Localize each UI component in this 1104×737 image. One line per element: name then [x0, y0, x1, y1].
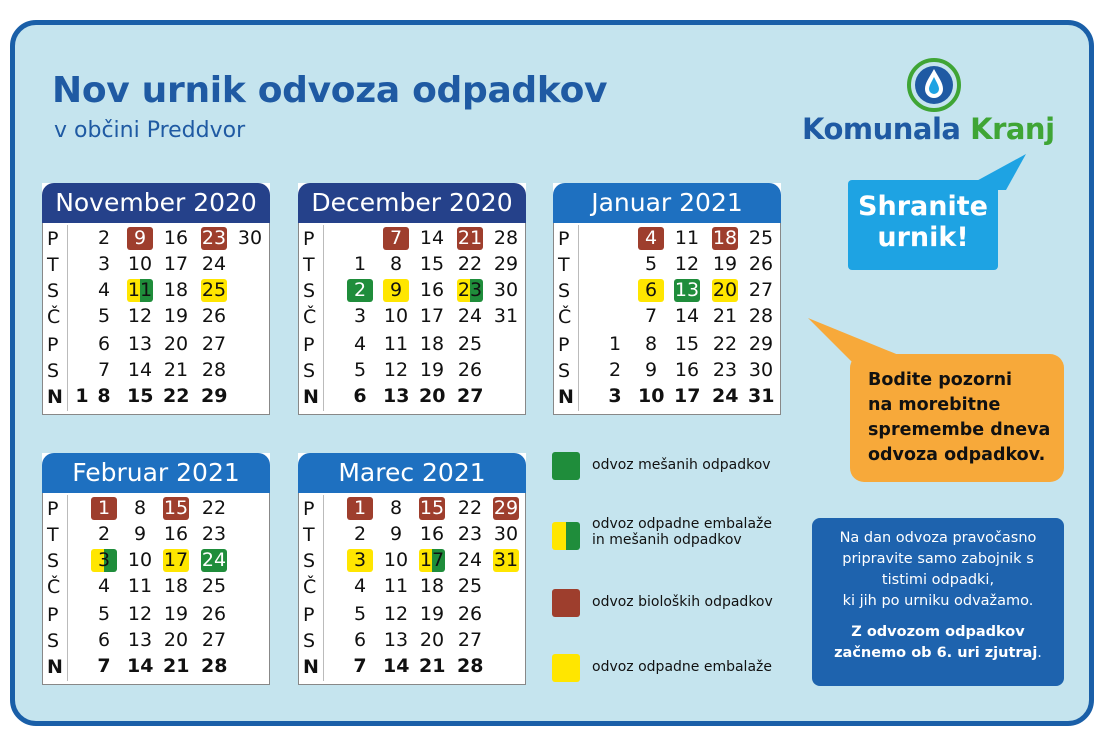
calendar-day: 4: [638, 227, 664, 250]
calendar-day: 15: [163, 497, 189, 519]
weekday-label: Č: [303, 306, 317, 328]
weekday-label: S: [303, 280, 316, 302]
calendar-day: 22: [163, 385, 190, 407]
calendar-day: 8: [389, 497, 403, 519]
calendar-day: 21: [163, 655, 190, 677]
calendar-day: 20: [419, 629, 445, 651]
calendar-day: 19: [163, 305, 189, 327]
calendar-day: 28: [201, 359, 227, 381]
weekday-label: P: [47, 604, 59, 626]
calendar-day: 4: [353, 575, 367, 597]
calendar-day: 13: [383, 629, 409, 651]
calendar-februar: [42, 453, 270, 685]
save-line-2: urnik!: [877, 222, 969, 253]
calendar-day: 23: [457, 279, 483, 301]
calendar-day: 17: [163, 549, 189, 571]
legend-label: odvoz bioloških odpadkov: [592, 594, 773, 610]
weekday-label: S: [47, 630, 60, 652]
weekday-label: Č: [47, 306, 61, 328]
calendar-day: 9: [127, 227, 153, 250]
calendar-day: 31: [493, 305, 519, 327]
calendar-day: 10: [383, 305, 409, 327]
calendar-day: 17: [163, 253, 189, 275]
page-title: Nov urnik odvoza odpadkov: [52, 70, 608, 111]
info-line-3: tistimi odpadki,: [881, 572, 995, 588]
calendar-day: 7: [383, 227, 409, 250]
calendar-day: 10: [383, 549, 409, 571]
calendar-day: 9: [389, 523, 403, 545]
legend-swatch: [552, 589, 580, 617]
calendar-day: 30: [748, 359, 774, 381]
calendar-day: 26: [748, 253, 774, 275]
logo-word-komunala: Komunala: [802, 112, 961, 146]
weekday-label: S: [303, 550, 316, 572]
calendar-day: 2: [353, 523, 367, 545]
info-bold-line-1: Z odvozom odpadkov: [851, 624, 1025, 640]
weekday-label: T: [303, 254, 315, 276]
calendar-day: 11: [127, 279, 153, 301]
warning-line-1: Bodite pozorni: [868, 370, 1013, 390]
komunala-kranj-logo: [802, 58, 1070, 158]
calendar-day: 26: [201, 305, 227, 327]
calendar-day: 16: [163, 523, 189, 545]
calendar-day: 25: [201, 575, 227, 597]
save-schedule-callout: [848, 180, 998, 270]
calendar-day: 26: [457, 603, 483, 625]
calendar-day: 13: [383, 385, 410, 407]
info-line-4: ki jih po urniku odvažamo.: [842, 593, 1034, 609]
calendar-day: 1: [91, 497, 117, 520]
weekday-divider: [578, 225, 579, 411]
calendar-day: 21: [419, 655, 446, 677]
calendar-day: 28: [457, 655, 484, 677]
calendar-day: 16: [419, 523, 445, 545]
calendar-day: 3: [91, 549, 117, 572]
calendar-day: 6: [638, 279, 664, 302]
weekday-label: T: [47, 524, 59, 546]
month-title: Marec 2021: [298, 453, 526, 493]
calendar-day: 20: [712, 279, 738, 301]
weekday-label: P: [47, 498, 59, 520]
calendar-day: 17: [674, 385, 701, 407]
calendar-day: 22: [457, 497, 483, 519]
calendar-day: 8: [644, 333, 658, 355]
weekday-label: P: [47, 334, 59, 356]
calendar-day: 10: [127, 549, 153, 571]
calendar-day: 13: [127, 629, 153, 651]
calendar-day: 3: [353, 305, 367, 327]
calendar-day: 16: [419, 279, 445, 301]
calendar-day: 12: [127, 603, 153, 625]
calendar-day: 16: [674, 359, 700, 381]
calendar-day: 19: [419, 359, 445, 381]
calendar-day: 6: [353, 385, 367, 407]
month-title: November 2020: [42, 183, 270, 223]
calendar-day: 8: [133, 497, 147, 519]
weekday-label: Č: [47, 576, 61, 598]
calendar-day: 24: [457, 549, 483, 571]
weekday-label: N: [47, 656, 63, 678]
calendar-day: 1: [347, 497, 373, 520]
calendar-day: 12: [127, 305, 153, 327]
weekday-label: P: [558, 334, 570, 356]
weekday-label: P: [303, 228, 315, 250]
calendar-day: 20: [419, 385, 446, 407]
calendar-day: 31: [748, 385, 775, 407]
weekday-label: T: [303, 524, 315, 546]
weekday-label: S: [47, 360, 60, 382]
calendar-day: 20: [163, 333, 189, 355]
weekday-label: N: [558, 386, 574, 408]
calendar-day: 11: [383, 333, 409, 355]
warning-line-2: na morebitne: [868, 395, 1001, 415]
calendar-day: 4: [353, 333, 367, 355]
weekday-label: N: [303, 386, 319, 408]
weekday-label: P: [303, 334, 315, 356]
weekday-label: P: [47, 228, 59, 250]
calendar-day: 20: [163, 629, 189, 651]
weekday-label: Č: [303, 576, 317, 598]
logo-wordmark: [802, 112, 1055, 146]
calendar-day: 25: [748, 227, 774, 249]
calendar-day: 9: [383, 279, 409, 302]
calendar-day: 23: [201, 523, 227, 545]
calendar-day: 18: [163, 575, 189, 597]
calendar-day: 6: [353, 629, 367, 651]
calendar-januar: [553, 183, 781, 415]
calendar-day: 25: [457, 575, 483, 597]
save-line-1: Shranite: [858, 191, 988, 222]
calendar-day: 18: [419, 333, 445, 355]
calendar-november: [42, 183, 270, 415]
calendar-day: 30: [493, 523, 519, 545]
calendar-day: 27: [748, 279, 774, 301]
info-bold-text: začnemo ob 6. uri zjutraj: [834, 645, 1038, 661]
calendar-day: 28: [201, 655, 228, 677]
calendar-day: 1: [608, 333, 622, 355]
warning-line-4: odvoza odpadkov.: [868, 445, 1046, 465]
weekday-label: S: [558, 360, 571, 382]
month-grid: [553, 223, 781, 415]
calendar-day: 21: [163, 359, 189, 381]
calendar-day: 2: [97, 227, 111, 249]
calendar-day: 14: [419, 227, 445, 249]
calendar-day: 3: [347, 549, 373, 572]
weekday-label: P: [303, 604, 315, 626]
calendar-day: 30: [493, 279, 519, 301]
calendar-day: 11: [127, 575, 153, 597]
calendar-day: 25: [457, 333, 483, 355]
month-grid: [42, 493, 270, 685]
calendar-day: 19: [712, 253, 738, 275]
weekday-label: N: [303, 656, 319, 678]
calendar-day: 14: [127, 359, 153, 381]
weekday-label: S: [47, 550, 60, 572]
calendar-day: 29: [201, 385, 228, 407]
calendar-day: 5: [644, 253, 658, 275]
month-title: Februar 2021: [42, 453, 270, 493]
water-drop-icon: [905, 58, 963, 112]
calendar-day: 15: [674, 333, 700, 355]
calendar-day: 28: [493, 227, 519, 249]
calendar-day: 3: [608, 385, 622, 407]
calendar-day: 27: [201, 333, 227, 355]
calendar-december: [298, 183, 526, 415]
calendar-day: 29: [493, 497, 519, 519]
calendar-day: 18: [419, 575, 445, 597]
calendar-day: 25: [201, 279, 227, 301]
calendar-day: 11: [674, 227, 700, 249]
calendar-day: 5: [97, 305, 111, 327]
calendar-day: 7: [644, 305, 658, 327]
calendar-day: 14: [383, 655, 410, 677]
calendar-day: 2: [608, 359, 622, 381]
calendar-day: 15: [419, 497, 445, 519]
calendar-day: 22: [457, 253, 483, 275]
info-box: [812, 518, 1064, 686]
calendar-day: 9: [133, 523, 147, 545]
legend-label: odvoz mešanih odpadkov: [592, 457, 771, 473]
calendar-day: 12: [383, 603, 409, 625]
calendar-day: 16: [163, 227, 189, 249]
calendar-day: 7: [97, 655, 111, 677]
calendar-day: 21: [712, 305, 738, 327]
calendar-day: 27: [457, 385, 484, 407]
calendar-day: 5: [353, 603, 367, 625]
calendar-day: 27: [201, 629, 227, 651]
calendar-day: 4: [97, 575, 111, 597]
calendar-day: 21: [457, 227, 483, 249]
calendar-day: 18: [712, 227, 738, 249]
calendar-day: 29: [493, 253, 519, 275]
month-grid: [42, 223, 270, 415]
calendar-day: 24: [201, 549, 227, 571]
calendar-day: 31: [493, 549, 519, 571]
calendar-day: 22: [712, 333, 738, 355]
weekday-label: T: [47, 254, 59, 276]
calendar-day: 5: [353, 359, 367, 381]
calendar-day: 23: [712, 359, 738, 381]
calendar-day: 13: [674, 279, 700, 301]
calendar-day: 12: [383, 359, 409, 381]
month-grid: [298, 223, 526, 415]
calendar-day: 28: [748, 305, 774, 327]
calendar-day: 27: [457, 629, 483, 651]
calendar-day: 9: [644, 359, 658, 381]
weekday-label: N: [47, 386, 63, 408]
calendar-day: 15: [127, 385, 154, 407]
calendar-day: 10: [127, 253, 153, 275]
calendar-day: 30: [237, 227, 263, 249]
calendar-day: 26: [201, 603, 227, 625]
calendar-day: 7: [97, 359, 111, 381]
calendar-day: 14: [674, 305, 700, 327]
page-subtitle: v občini Preddvor: [54, 118, 246, 143]
weekday-label: P: [558, 228, 570, 250]
weekday-label: P: [303, 498, 315, 520]
calendar-day: 18: [163, 279, 189, 301]
calendar-day: 19: [163, 603, 189, 625]
calendar-day: 2: [347, 279, 373, 302]
legend-swatch: [552, 452, 580, 480]
logo-word-kranj: Kranj: [970, 112, 1055, 146]
calendar-day: 15: [419, 253, 445, 275]
calendar-day: 24: [712, 385, 739, 407]
weekday-divider: [67, 495, 68, 681]
calendar-day: 24: [457, 305, 483, 327]
info-bold-suffix: .: [1037, 645, 1042, 661]
calendar-day: 24: [201, 253, 227, 275]
calendar-day: 23: [457, 523, 483, 545]
calendar-day: 6: [97, 333, 111, 355]
warning-callout: [850, 354, 1064, 482]
legend-swatch: [552, 654, 580, 682]
calendar-day: 6: [97, 629, 111, 651]
month-grid: [298, 493, 526, 685]
info-line-1: Na dan odvoza pravočasno: [839, 530, 1037, 546]
info-line-2: pripravite samo zabojnik s: [842, 551, 1034, 567]
legend-swatch: [552, 522, 580, 550]
weekday-label: T: [558, 254, 570, 276]
calendar-day: 4: [97, 279, 111, 301]
weekday-label: S: [47, 280, 60, 302]
calendar-day: 23: [201, 227, 227, 249]
calendar-marec: [298, 453, 526, 685]
calendar-day: 3: [97, 253, 111, 275]
calendar-day: 29: [748, 333, 774, 355]
calendar-day: 26: [457, 359, 483, 381]
info-bold-line-2: [812, 643, 1064, 664]
calendar-day: 2: [97, 523, 111, 545]
calendar-day: 7: [353, 655, 367, 677]
legend-label: odvoz odpadne embalaže in mešanih odpadkov: [592, 516, 772, 548]
weekday-label: Č: [558, 306, 572, 328]
calendar-day: 8: [389, 253, 403, 275]
calendar-day: 17: [419, 549, 445, 571]
calendar-day: 19: [419, 603, 445, 625]
month-title: December 2020: [298, 183, 526, 223]
calendar-day: 1: [353, 253, 367, 275]
legend-label: odvoz odpadne embalaže: [592, 659, 772, 675]
weekday-label: S: [558, 280, 571, 302]
calendar-day: 5: [97, 603, 111, 625]
month-title: Januar 2021: [553, 183, 781, 223]
calendar-day: 11: [383, 575, 409, 597]
weekday-divider: [323, 495, 324, 681]
calendar-day: 22: [201, 497, 227, 519]
weekday-divider: [323, 225, 324, 411]
weekday-label: S: [303, 360, 316, 382]
calendar-day: 12: [674, 253, 700, 275]
calendar-day: 14: [127, 655, 154, 677]
calendar-day: 1: [75, 385, 89, 407]
calendar-day: 10: [638, 385, 665, 407]
calendar-day: 13: [127, 333, 153, 355]
weekday-label: S: [303, 630, 316, 652]
weekday-divider: [67, 225, 68, 411]
calendar-day: 8: [97, 385, 111, 407]
warning-line-3: spremembe dneva: [868, 420, 1051, 440]
calendar-day: 17: [419, 305, 445, 327]
